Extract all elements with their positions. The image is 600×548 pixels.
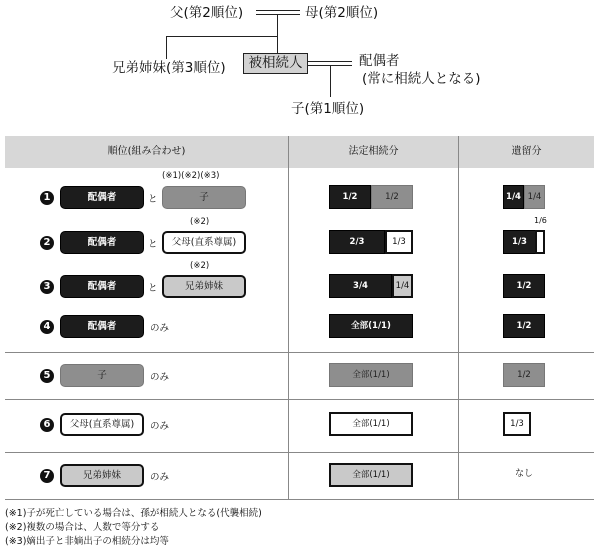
row-divider bbox=[5, 452, 594, 453]
reserved-child: 1/2 bbox=[503, 363, 545, 387]
child-label: 子(第1順位) bbox=[291, 101, 365, 117]
rank-number: 2 bbox=[40, 236, 54, 250]
rank-number: 3 bbox=[40, 280, 54, 294]
row-note: (※1)(※2)(※3) bbox=[162, 171, 220, 181]
row-divider bbox=[5, 499, 594, 500]
parents-marriage-line-bottom bbox=[256, 14, 300, 15]
and-label: と bbox=[148, 194, 158, 205]
footnote-3: (※3)嫡出子と非嫡出子の相続分は均等 bbox=[5, 536, 169, 547]
reserved-spouse: 1/2 bbox=[503, 314, 545, 338]
share-other: 1/3 bbox=[385, 230, 413, 254]
share-other: 1/2 bbox=[371, 185, 413, 209]
row-divider bbox=[5, 399, 594, 400]
spouse-marriage-line-top bbox=[308, 61, 352, 62]
parents-pill: 父母(直系尊属) bbox=[162, 231, 246, 254]
header-reserved-share: 遺留分 bbox=[511, 146, 542, 157]
siblings-pill: 兄弟姉妹 bbox=[60, 464, 144, 487]
mother-label: 母(第2順位) bbox=[305, 5, 379, 21]
reserved-spouse: 1/3 bbox=[503, 230, 536, 254]
rank-number: 5 bbox=[40, 369, 54, 383]
sibling-drop-line bbox=[166, 36, 167, 59]
only-label: のみ bbox=[150, 472, 170, 483]
child-pill: 子 bbox=[162, 186, 246, 209]
share-all: 全部(1/1) bbox=[329, 463, 413, 487]
row-note: (※2) bbox=[190, 217, 210, 227]
table-header bbox=[5, 136, 594, 168]
father-label: 父(第2順位) bbox=[170, 5, 244, 21]
siblings-pill: 兄弟姉妹 bbox=[162, 275, 246, 298]
reserved-other: 1/4 bbox=[524, 185, 545, 209]
share-spouse: 2/3 bbox=[329, 230, 385, 254]
footnote-1: (※1)子が死亡している場合は、孫が相続人となる(代襲相続) bbox=[5, 508, 262, 519]
parents-descent-line bbox=[277, 14, 278, 36]
spouse-pill: 配偶者 bbox=[60, 231, 144, 254]
reserved-spouse: 1/2 bbox=[503, 274, 545, 298]
rank-number: 1 bbox=[40, 191, 54, 205]
only-label: のみ bbox=[150, 323, 170, 334]
share-other: 1/4 bbox=[392, 274, 413, 298]
spouse-pill: 配偶者 bbox=[60, 186, 144, 209]
decedent-box: 被相続人 bbox=[243, 53, 308, 74]
reserved-parents: 1/3 bbox=[503, 412, 531, 436]
share-all: 全部(1/1) bbox=[329, 363, 413, 387]
parents-pill: 父母(直系尊属) bbox=[60, 413, 144, 436]
share-all: 全部(1/1) bbox=[329, 412, 413, 436]
row-note: (※2) bbox=[190, 261, 210, 271]
spouse-pill: 配偶者 bbox=[60, 275, 144, 298]
reserved-spouse: 1/4 bbox=[503, 185, 524, 209]
reserved-none: なし bbox=[514, 469, 533, 479]
sibling-bar bbox=[166, 36, 278, 37]
heir-drop-line bbox=[277, 36, 278, 53]
rank-number: 4 bbox=[40, 320, 54, 334]
row-divider bbox=[5, 352, 594, 353]
reserved-other bbox=[535, 230, 545, 254]
header-legal-share: 法定相続分 bbox=[348, 146, 399, 157]
spouse-note: (常に相続人となる) bbox=[362, 71, 481, 87]
and-label: と bbox=[148, 283, 158, 294]
spouse-label: 配偶者 bbox=[359, 53, 400, 69]
only-label: のみ bbox=[150, 372, 170, 383]
column-divider bbox=[458, 136, 459, 500]
share-spouse: 3/4 bbox=[329, 274, 392, 298]
reserved-extra-label: 1/6 bbox=[534, 216, 547, 225]
header-rank: 順位(組み合わせ) bbox=[107, 146, 186, 157]
footnote-2: (※2)複数の場合は、人数で等分する bbox=[5, 522, 160, 533]
rank-number: 7 bbox=[40, 469, 54, 483]
spouse-pill: 配偶者 bbox=[60, 315, 144, 338]
only-label: のみ bbox=[150, 421, 170, 432]
column-divider bbox=[288, 136, 289, 500]
child-descent-line bbox=[330, 65, 331, 97]
rank-number: 6 bbox=[40, 418, 54, 432]
siblings-label: 兄弟姉妹(第3順位) bbox=[112, 60, 226, 76]
share-spouse: 1/2 bbox=[329, 185, 371, 209]
and-label: と bbox=[148, 239, 158, 250]
share-all: 全部(1/1) bbox=[329, 314, 413, 338]
parents-marriage-line-top bbox=[256, 10, 300, 11]
child-pill: 子 bbox=[60, 364, 144, 387]
